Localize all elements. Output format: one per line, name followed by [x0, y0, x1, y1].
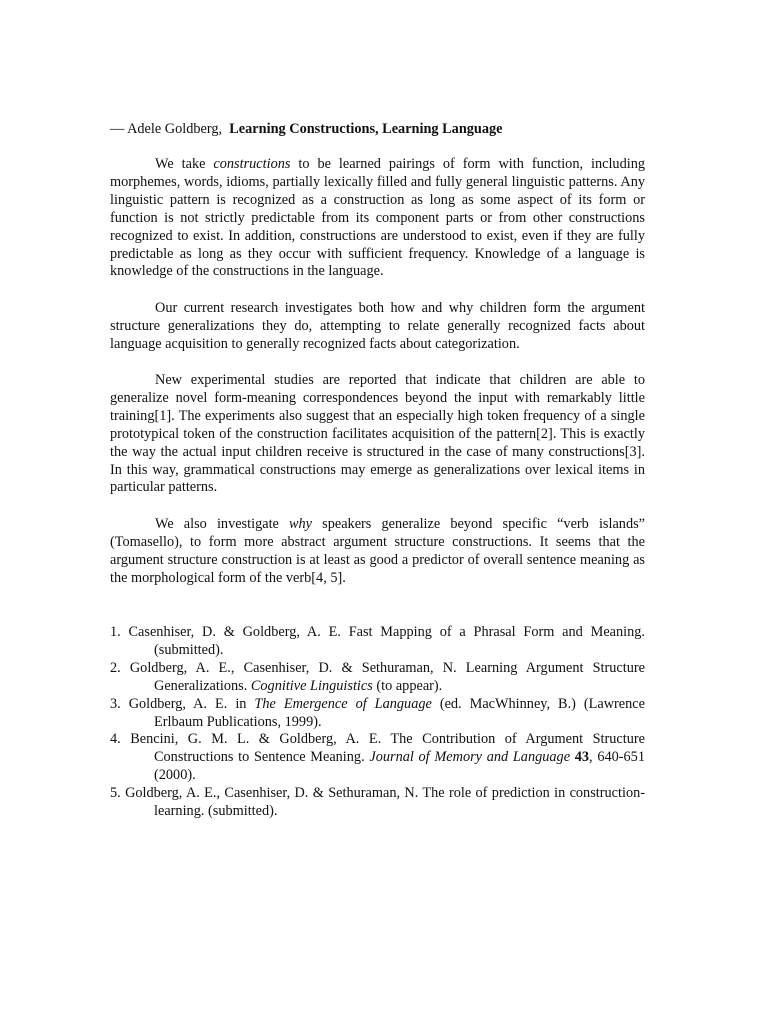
reference-text: 1. Casenhiser, D. & Goldberg, A. E. Fast Mapping of a Phrasal Form and Meaning. (submitted). — [110, 624, 645, 658]
text-run: We take — [155, 156, 214, 172]
text-run: We also investigate — [155, 516, 289, 532]
emphasis: constructions — [213, 156, 291, 172]
volume-number: 43 — [574, 749, 590, 766]
paragraph-why-generalize — [110, 516, 645, 588]
reference-list — [110, 624, 645, 821]
reference-text: 3. Goldberg, A. E. in — [110, 695, 255, 712]
reference-item — [110, 785, 645, 821]
paragraph-experimental-studies: New experimental studies are reported that indicate that children are able to generalize novel form-meaning correspondences beyond the input with remarkably little training[1]. The experiments also suggest that an especially high token frequency of a single prototypical token of the construction facilitates acquisition of the pattern[2]. This is exactly the way the actual input children receive is structured in the case of many constructions[3]. In this way, grammatical constructions may emerge as generalizations over lexical items in particular patterns. — [110, 372, 645, 496]
reference-item — [110, 624, 645, 660]
reference-text: (ed. MacWhinney, B.) (Lawrence Erlbaum Publications, 1999). — [154, 695, 645, 730]
paragraph-constructions-definition — [110, 156, 645, 281]
reference-item — [110, 731, 645, 785]
book-title: The Emergence of Language — [254, 695, 432, 712]
reference-text: 2. Goldberg, A. E., Casenhiser, D. & Sethuraman, N. Learning Argument Structure Generalizations. — [110, 659, 645, 694]
reference-text: 4. Bencini, G. M. L. & Goldberg, A. E. The Contribution of Argument Structure Constructions to Sentence Meaning. — [110, 731, 645, 766]
author-attribution: — Adele Goldberg, — [110, 121, 223, 137]
text-run: speakers generalize beyond specific “verb islands” (Tomasello), to form more abstract argument structure constructions. It seems that the argument structure construction is at least as good a predictor of overall sentence meaning as the morphological form of the verb[4, 5]. — [110, 516, 645, 586]
journal-title: Cognitive Linguistics — [250, 677, 373, 694]
reference-item — [110, 696, 645, 732]
work-title: Learning Constructions, Learning Language — [229, 121, 503, 137]
reference-text: 5. Goldberg, A. E., Casenhiser, D. & Sethuraman, N. The role of prediction in construction-learning. (submitted). — [110, 785, 645, 820]
journal-title: Journal of Memory and Language — [369, 749, 571, 766]
reference-item — [110, 660, 645, 696]
emphasis: why — [289, 516, 313, 532]
text-run: to be learned pairings of form with function, including morphemes, words, idioms, partially lexically filled and fully general linguistic patterns. Any linguistic pattern is recognized as a construction as long as some aspect of its form or function is not strictly predictable from its component parts or from other constructions recognized to exist. In addition, constructions are understood to exist, even if they are fully predictable as long as they occur with sufficient frequency. Knowledge of a language is knowledge of the constructions in the language. — [110, 156, 645, 280]
reference-text: (to appear). — [372, 677, 443, 694]
paragraph-current-research: Our current research investigates both how and why children form the argument structure generalizations they do, attempting to relate generally recognized facts about language acquisition to generally recognized facts about categorization. — [110, 300, 645, 352]
epigraph-heading — [110, 121, 645, 139]
reference-text: , 640-651 (2000). — [154, 749, 645, 784]
